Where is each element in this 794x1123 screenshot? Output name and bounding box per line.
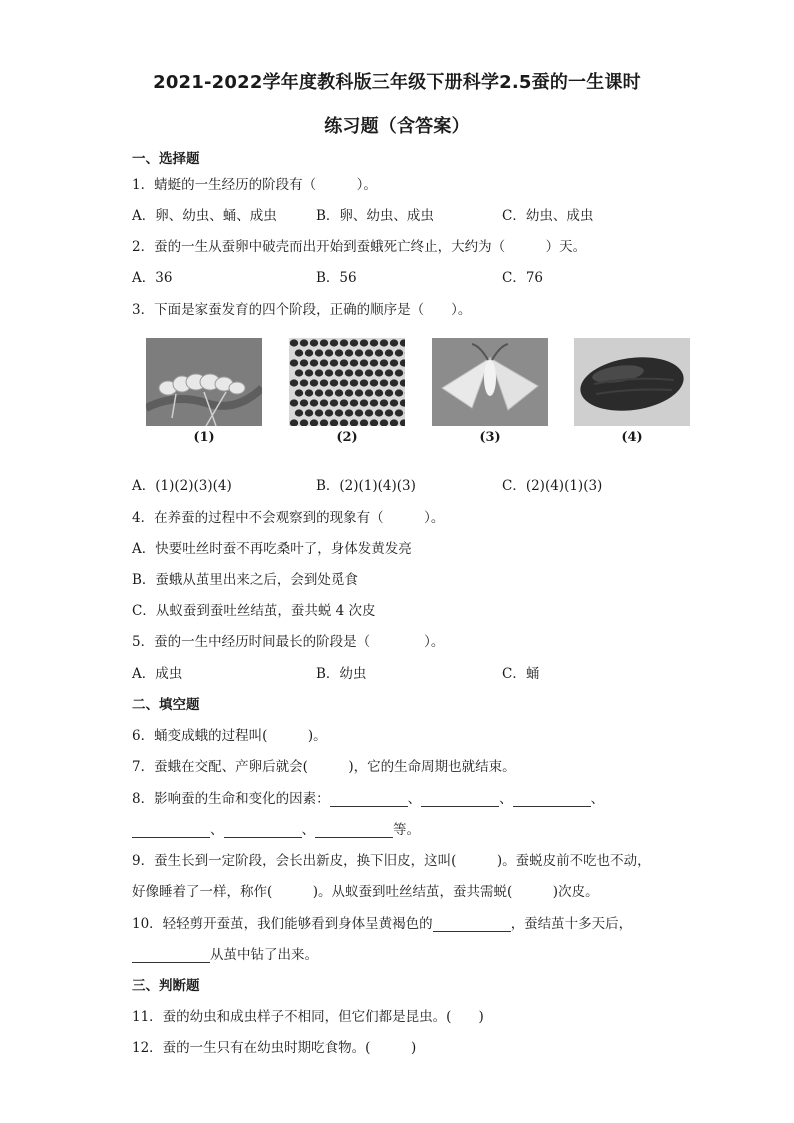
question-10-line-1 [132,912,632,932]
image-caption-2: (2) [336,430,358,445]
section-heading-fill: 二、填空题 [132,697,200,713]
q4-option-b: B．蚕蛾从茧里出来之后，会到处觅食 [132,572,358,588]
silkworm-larva-photo [146,338,262,426]
question-8-line-2 [132,818,420,838]
document-title-line-2: 练习题（含答案） [324,116,470,137]
answer-blank[interactable] [315,823,393,838]
q8-stem: 8．影响蚕的生命和变化的因素： [132,791,330,807]
answer-blank[interactable] [513,792,591,807]
image-caption-1: (1) [193,430,215,445]
q5-option-c: C．蛹 [502,666,540,682]
answer-blank[interactable] [433,917,511,932]
silkworm-pupa-photo [574,338,690,426]
separator: 、 [407,791,422,807]
q5-option-a: A．成虫 [132,666,183,682]
document-title-line-1: 2021-2022学年度教科版三年级下册科学2.5蚕的一生课时 [153,72,641,93]
question-5: 5．蚕的一生中经历时间最长的阶段是（ ）。 [132,634,445,650]
question-4: 4．在养蚕的过程中不会观察到的现象有（ ）。 [132,510,445,526]
q10-mid: ，蚕结茧十多天后， [510,916,633,932]
q8-tail: 等。 [393,822,420,838]
answer-blank[interactable] [132,948,210,963]
answer-blank[interactable] [132,823,210,838]
q3-option-c: C．(2)(4)(1)(3) [502,478,603,494]
question-9-line-2: 好像睡着了一样，称作( )。从蚁蚕到吐丝结茧，蚕共需蜕( )次皮。 [132,884,599,900]
answer-blank[interactable] [224,823,302,838]
answer-blank[interactable] [330,792,408,807]
q2-option-a: A．36 [132,270,173,286]
question-1: 1．蜻蜓的一生经历的阶段有（ ）。 [132,177,377,193]
q10-tail: 从茧中钻了出来。 [210,947,318,963]
question-6: 6．蛹变成蛾的过程叫( )。 [132,728,327,744]
question-12: 12．蚕的一生只有在幼虫时期吃食物。( ) [132,1040,417,1056]
q10-stem: 10．轻轻剪开蚕茧，我们能够看到身体呈黄褐色的 [132,916,433,932]
q4-option-a: A．快要吐丝时蚕不再吃桑叶了，身体发黄发亮 [132,541,412,557]
q1-option-b: B．卵、幼虫、成虫 [316,208,434,224]
separator: 、 [210,822,224,838]
answer-blank[interactable] [421,792,499,807]
silkworm-moth-photo [432,338,548,426]
silkworm-eggs-photo [289,338,405,426]
question-3: 3．下面是家蚕发育的四个阶段，正确的顺序是（ ）。 [132,302,472,318]
question-2: 2．蚕的一生从蚕卵中破壳而出开始到蚕蛾死亡终止，大约为（ ）天。 [132,239,587,255]
q1-option-a: A．卵、幼虫、蛹、成虫 [132,208,277,224]
q2-option-c: C．76 [502,270,544,286]
q1-option-c: C．幼虫、成虫 [502,208,594,224]
question-11: 11．蚕的幼虫和成虫样子不相同，但它们都是昆虫。( ) [132,1009,484,1025]
question-10-line-2 [132,943,318,963]
question-9-line-1: 9．蚕生长到一定阶段，会长出新皮，换下旧皮，这叫( )。蚕蜕皮前不吃也不动， [132,853,651,869]
separator: 、 [590,791,605,807]
image-caption-3: (3) [479,430,501,445]
image-caption-4: (4) [621,430,643,445]
separator: 、 [301,822,315,838]
q3-option-a: A．(1)(2)(3)(4) [132,478,232,494]
q5-option-b: B．幼虫 [316,666,367,682]
question-8-line-1 [132,787,604,807]
q3-option-b: B．(2)(1)(4)(3) [316,478,416,494]
section-heading-choice: 一、选择题 [132,151,200,167]
separator: 、 [499,791,513,807]
section-heading-judge: 三、判断题 [132,978,200,994]
question-7: 7．蚕蛾在交配、产卵后就会( )，它的生命周期也就结束。 [132,759,516,775]
q2-option-b: B．56 [316,270,357,286]
q4-option-c: C．从蚁蚕到蚕吐丝结茧，蚕共蜕 4 次皮 [132,603,376,619]
